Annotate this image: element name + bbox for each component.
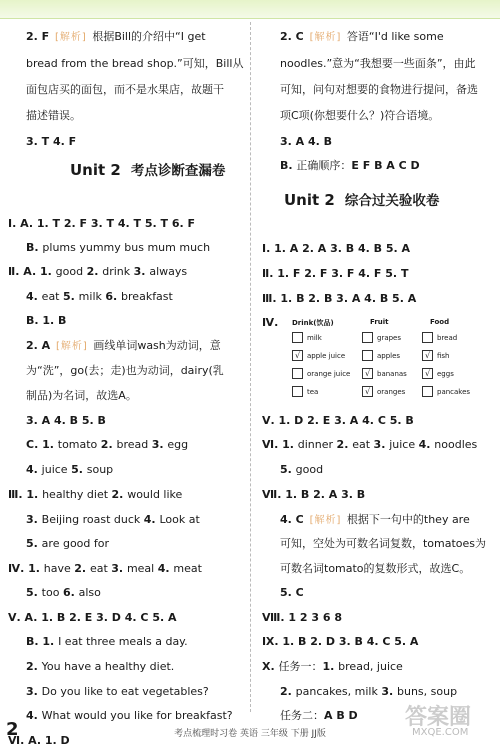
answer-text: eat [41, 290, 63, 303]
food-item-label: tea [307, 387, 319, 396]
answer-text: 3. A 4. B [280, 135, 333, 148]
left-heading-unit: Unit 2 [70, 161, 121, 179]
right-answer-line [280, 135, 332, 149]
answer-text: plums yummy bus mum much [42, 241, 211, 254]
answer-text: tomato [57, 438, 101, 451]
analysis-tag: [解析] [55, 32, 87, 43]
answer-text: 5. [71, 463, 87, 476]
left-answer-line [26, 109, 81, 123]
answer-text: bread [116, 438, 152, 451]
empty-box-icon [362, 350, 373, 361]
answer-text: eat [352, 438, 374, 451]
answer-text: 画线单词wash为动词，意 [89, 339, 221, 352]
answer-text: B. 1. [26, 635, 59, 648]
answer-text: 任务二： [280, 709, 324, 722]
answer-text: 3. [133, 265, 150, 278]
left-answer-line [26, 339, 221, 354]
right-answer-line [280, 513, 470, 528]
top-banner-border [0, 18, 500, 19]
answer-text: are good for [41, 537, 110, 550]
left-answer-line [26, 709, 233, 723]
left-answer-line [26, 660, 174, 674]
food-table-cell [292, 350, 345, 361]
answer-text: Ⅲ. 1. [8, 488, 43, 501]
left-answer-line [26, 290, 173, 304]
answer-text: Ⅵ. 1. [262, 438, 298, 451]
answer-text: 5. [63, 290, 79, 303]
answer-text: meat [173, 562, 202, 575]
right-answer-line [280, 463, 323, 477]
right-answer-line [262, 660, 403, 674]
answer-text: Ⅵ. A. 1. D [8, 734, 70, 747]
answer-text: 根据Bill的介绍中“I get [88, 30, 206, 43]
answer-text: 5. [26, 537, 42, 550]
column-divider [250, 22, 251, 712]
answer-text: drink [102, 265, 134, 278]
answer-text: 任务一： [278, 660, 323, 673]
food-table-cell [362, 332, 401, 343]
answer-text: 6. [62, 586, 79, 599]
footer-book-info: 考点梳理时习卷 英语 三年级 下册 JJ版 [174, 729, 326, 739]
food-item-label: bananas [377, 369, 407, 378]
food-table-cell [362, 368, 407, 379]
right-answer-line [262, 267, 408, 281]
checked-box-icon: √ [362, 368, 373, 379]
right-answer-line [280, 685, 457, 699]
answer-text: 可知，空处为可数名词复数，tomatoes为 [280, 537, 487, 550]
left-answer-line [26, 586, 101, 600]
empty-box-icon [292, 368, 303, 379]
left-answer-line [26, 537, 109, 551]
answer-text: good [295, 463, 324, 476]
checked-box-icon: √ [362, 386, 373, 397]
answer-text: 4. [418, 438, 435, 451]
right-answer-line [280, 562, 470, 576]
answer-text: bread from the bread shop.”可知，Bill从 [26, 57, 244, 70]
analysis-tag: [解析] [309, 32, 342, 43]
right-answer-line [280, 30, 444, 45]
answer-text: meal [126, 562, 158, 575]
answer-text: 3. [151, 438, 168, 451]
answer-text: Ⅱ. 1. F 2. F 3. F 4. F 5. T [262, 267, 409, 280]
answer-text: 面包店买的面包，而不是水果店，故题干 [26, 83, 224, 96]
right-answer-line [262, 635, 418, 649]
answer-text: 2. F [26, 30, 54, 43]
answer-text: You have a healthy diet. [41, 660, 175, 673]
answer-text: 2. [336, 438, 353, 451]
left-answer-line [26, 241, 210, 255]
food-item-label: milk [307, 333, 322, 342]
right-heading-unit: Unit 2 [284, 191, 335, 209]
food-table-cell [422, 350, 450, 361]
answer-text: 3. [111, 562, 127, 575]
right-answer-line [280, 159, 420, 173]
answer-text: B. [26, 241, 43, 254]
answer-text: soup [86, 463, 114, 476]
food-table-header: Drink(饮品) [292, 319, 334, 327]
food-table-cell [422, 368, 454, 379]
right-heading-title: 综合过关验收卷 [344, 193, 440, 209]
answer-text: also [78, 586, 101, 599]
answer-text: Ⅳ. 1. [8, 562, 44, 575]
answer-text: Look at [159, 513, 200, 526]
answer-text: 2. [26, 660, 42, 673]
left-answer-line [26, 414, 106, 428]
food-item-label: pancakes [437, 387, 471, 396]
answer-text: What would you like for breakfast? [41, 709, 233, 722]
left-answer-line [8, 611, 177, 625]
food-table-header: Food [430, 318, 450, 326]
answer-text: I eat three meals a day. [58, 635, 188, 648]
right-answer-line [262, 488, 365, 502]
answer-text: juice [389, 438, 419, 451]
answer-text: 2. [280, 685, 296, 698]
analysis-tag: [解析] [56, 341, 88, 352]
food-table-cell [362, 350, 400, 361]
answer-text: bread, juice [338, 660, 403, 673]
left-answer-line [26, 364, 224, 378]
answer-text: 可数名词tomato的复数形式，故选C。 [280, 562, 471, 575]
page-number: 2 [6, 719, 19, 740]
left-answer-line [26, 57, 243, 71]
left-answer-line [26, 635, 188, 649]
top-banner [0, 0, 500, 18]
right-answer-line [262, 611, 342, 625]
answer-text: Ⅱ. A. 1. [8, 265, 56, 278]
checked-box-icon: √ [422, 350, 433, 361]
answer-text: E F B A C D [351, 159, 420, 172]
answer-text: 5. [280, 463, 296, 476]
answer-text: Ⅲ. 1. B 2. B 3. A 4. B 5. A [262, 292, 417, 305]
answer-text: 2. [111, 488, 128, 501]
food-table-cell [292, 368, 350, 379]
right-answer-line [262, 242, 410, 256]
left-section-heading [70, 162, 225, 179]
checked-box-icon: √ [422, 368, 433, 379]
left-answer-line [26, 513, 200, 527]
answer-text: Ⅰ. 1. A 2. A 3. B 4. B 5. A [262, 242, 411, 255]
right-answer-line [262, 414, 414, 428]
answer-text: 4. [157, 562, 174, 575]
answer-text: 3. A 4. B 5. B [26, 414, 106, 427]
food-item-label: orange juice [307, 369, 351, 378]
left-answer-line [26, 135, 76, 149]
answer-text: Ⅹ. [262, 660, 279, 673]
answer-text: Ⅴ. A. 1. B 2. E 3. D 4. C 5. A [8, 611, 177, 624]
answer-text: eat [89, 562, 112, 575]
answer-text: breakfast [121, 290, 173, 303]
answer-text: Beijing roast duck [41, 513, 144, 526]
answer-text: milk [78, 290, 106, 303]
answer-text: 3. [26, 685, 42, 698]
answer-text: dinner [297, 438, 337, 451]
empty-box-icon [292, 386, 303, 397]
food-table-cell [292, 332, 322, 343]
right-answer-line [262, 292, 416, 306]
left-answer-line [26, 30, 206, 45]
answer-text: 3. [26, 513, 42, 526]
answer-text: 2. [100, 438, 117, 451]
left-answer-line [26, 685, 209, 699]
left-answer-line [26, 438, 188, 452]
right-answer-line [280, 709, 358, 723]
food-item-label: oranges [377, 387, 406, 396]
food-table-cell [422, 332, 457, 343]
answer-text: 3. [381, 685, 397, 698]
food-item-label: grapes [377, 333, 402, 342]
empty-box-icon [292, 332, 303, 343]
answer-text: noodles [434, 438, 478, 451]
answer-text: Ⅳ. [262, 316, 279, 329]
food-table-cell [362, 386, 405, 397]
answer-text: juice [41, 463, 72, 476]
right-answer-line [280, 537, 486, 551]
right-answer-line [262, 438, 477, 452]
food-item-label: fish [437, 351, 450, 360]
empty-box-icon [362, 332, 373, 343]
answer-text: B. 1. B [26, 314, 67, 327]
answer-text: 2. [74, 562, 90, 575]
answer-text: 3. T 4. F [26, 135, 77, 148]
answer-text: A B D [324, 709, 358, 722]
checked-box-icon: √ [292, 350, 303, 361]
food-item-label: bread [437, 333, 458, 342]
answer-text: 1. [322, 660, 339, 673]
left-answer-line [8, 265, 187, 279]
food-table-cell [422, 386, 470, 397]
right-answer-line [280, 109, 439, 123]
answer-text: 根据下一句中的they are [343, 513, 470, 526]
answer-text: 4. C [280, 513, 308, 526]
right-answer-line [280, 586, 304, 600]
answer-text: 2. [86, 265, 103, 278]
answer-text: 4. [26, 290, 42, 303]
food-item-label: apples [377, 351, 401, 360]
answer-text: 3. [373, 438, 390, 451]
answer-text: 2. A [26, 339, 55, 352]
answer-text: 4. [26, 463, 42, 476]
left-answer-line [8, 488, 182, 502]
right-answer-line [280, 57, 476, 71]
answer-text: always [149, 265, 188, 278]
watermark-site: MXQE.COM [412, 727, 469, 738]
answer-text: 为“洗”，go(去；走)也为动词，dairy(乳 [26, 364, 224, 377]
answer-text: have [43, 562, 75, 575]
answer-text: 5. [26, 586, 42, 599]
answer-text: Ⅷ. 1 2 3 6 8 [262, 611, 342, 624]
answer-text: Ⅸ. 1. B 2. D 3. B 4. C 5. A [262, 635, 419, 648]
answer-text: buns, soup [397, 685, 458, 698]
left-answer-line [26, 389, 137, 403]
empty-box-icon [422, 386, 433, 397]
left-answer-line [8, 562, 202, 576]
right-answer-line [262, 316, 278, 330]
answer-text: 答语“I'd like some [343, 30, 444, 43]
answer-text: pancakes, milk [295, 685, 382, 698]
answer-text: Do you like to eat vegetables? [41, 685, 209, 698]
answer-text: C. 1. [26, 438, 58, 451]
answer-text: noodles.”意为“我想要一些面条”，由此 [280, 57, 476, 70]
answer-text: 4. [26, 709, 42, 722]
left-answer-line [26, 83, 224, 97]
right-section-heading [284, 192, 439, 209]
food-item-label: apple juice [307, 351, 346, 360]
answer-text: Ⅰ. A. 1. T 2. F 3. T 4. T 5. T 6. F [8, 217, 195, 230]
answer-text: egg [167, 438, 189, 451]
answer-text: too [41, 586, 63, 599]
answer-text: 描述错误。 [26, 109, 81, 122]
left-answer-line [26, 463, 113, 477]
watermark-logo: 答案圈 [405, 705, 472, 730]
answer-text: B. [280, 159, 297, 172]
answer-text: 4. [143, 513, 160, 526]
answer-text: 正确顺序： [296, 159, 352, 172]
answer-text: 5. C [280, 586, 304, 599]
left-answer-line [26, 314, 66, 328]
answer-text: 2. C [280, 30, 308, 43]
food-item-label: eggs [437, 369, 454, 378]
food-table-cell [292, 386, 318, 397]
answer-text: good [55, 265, 87, 278]
left-heading-title: 考点诊断查漏卷 [130, 163, 226, 179]
answer-text: would like [127, 488, 183, 501]
answer-text: 6. [105, 290, 122, 303]
answer-text: Ⅴ. 1. D 2. E 3. A 4. C 5. B [262, 414, 414, 427]
answer-text: 制品)为名词，故选A。 [26, 389, 137, 402]
food-table-header: Fruit [370, 318, 389, 326]
answer-text: Ⅶ. 1. B 2. A 3. B [262, 488, 366, 501]
analysis-tag: [解析] [309, 515, 342, 526]
empty-box-icon [422, 332, 433, 343]
answer-text: healthy diet [42, 488, 112, 501]
answer-text: 项C项(你想要什么？)符合语境。 [280, 109, 440, 122]
answer-text: 可知，问句对想要的食物进行提问，备选 [280, 83, 478, 96]
left-answer-line [8, 217, 195, 231]
right-answer-line [280, 83, 478, 97]
